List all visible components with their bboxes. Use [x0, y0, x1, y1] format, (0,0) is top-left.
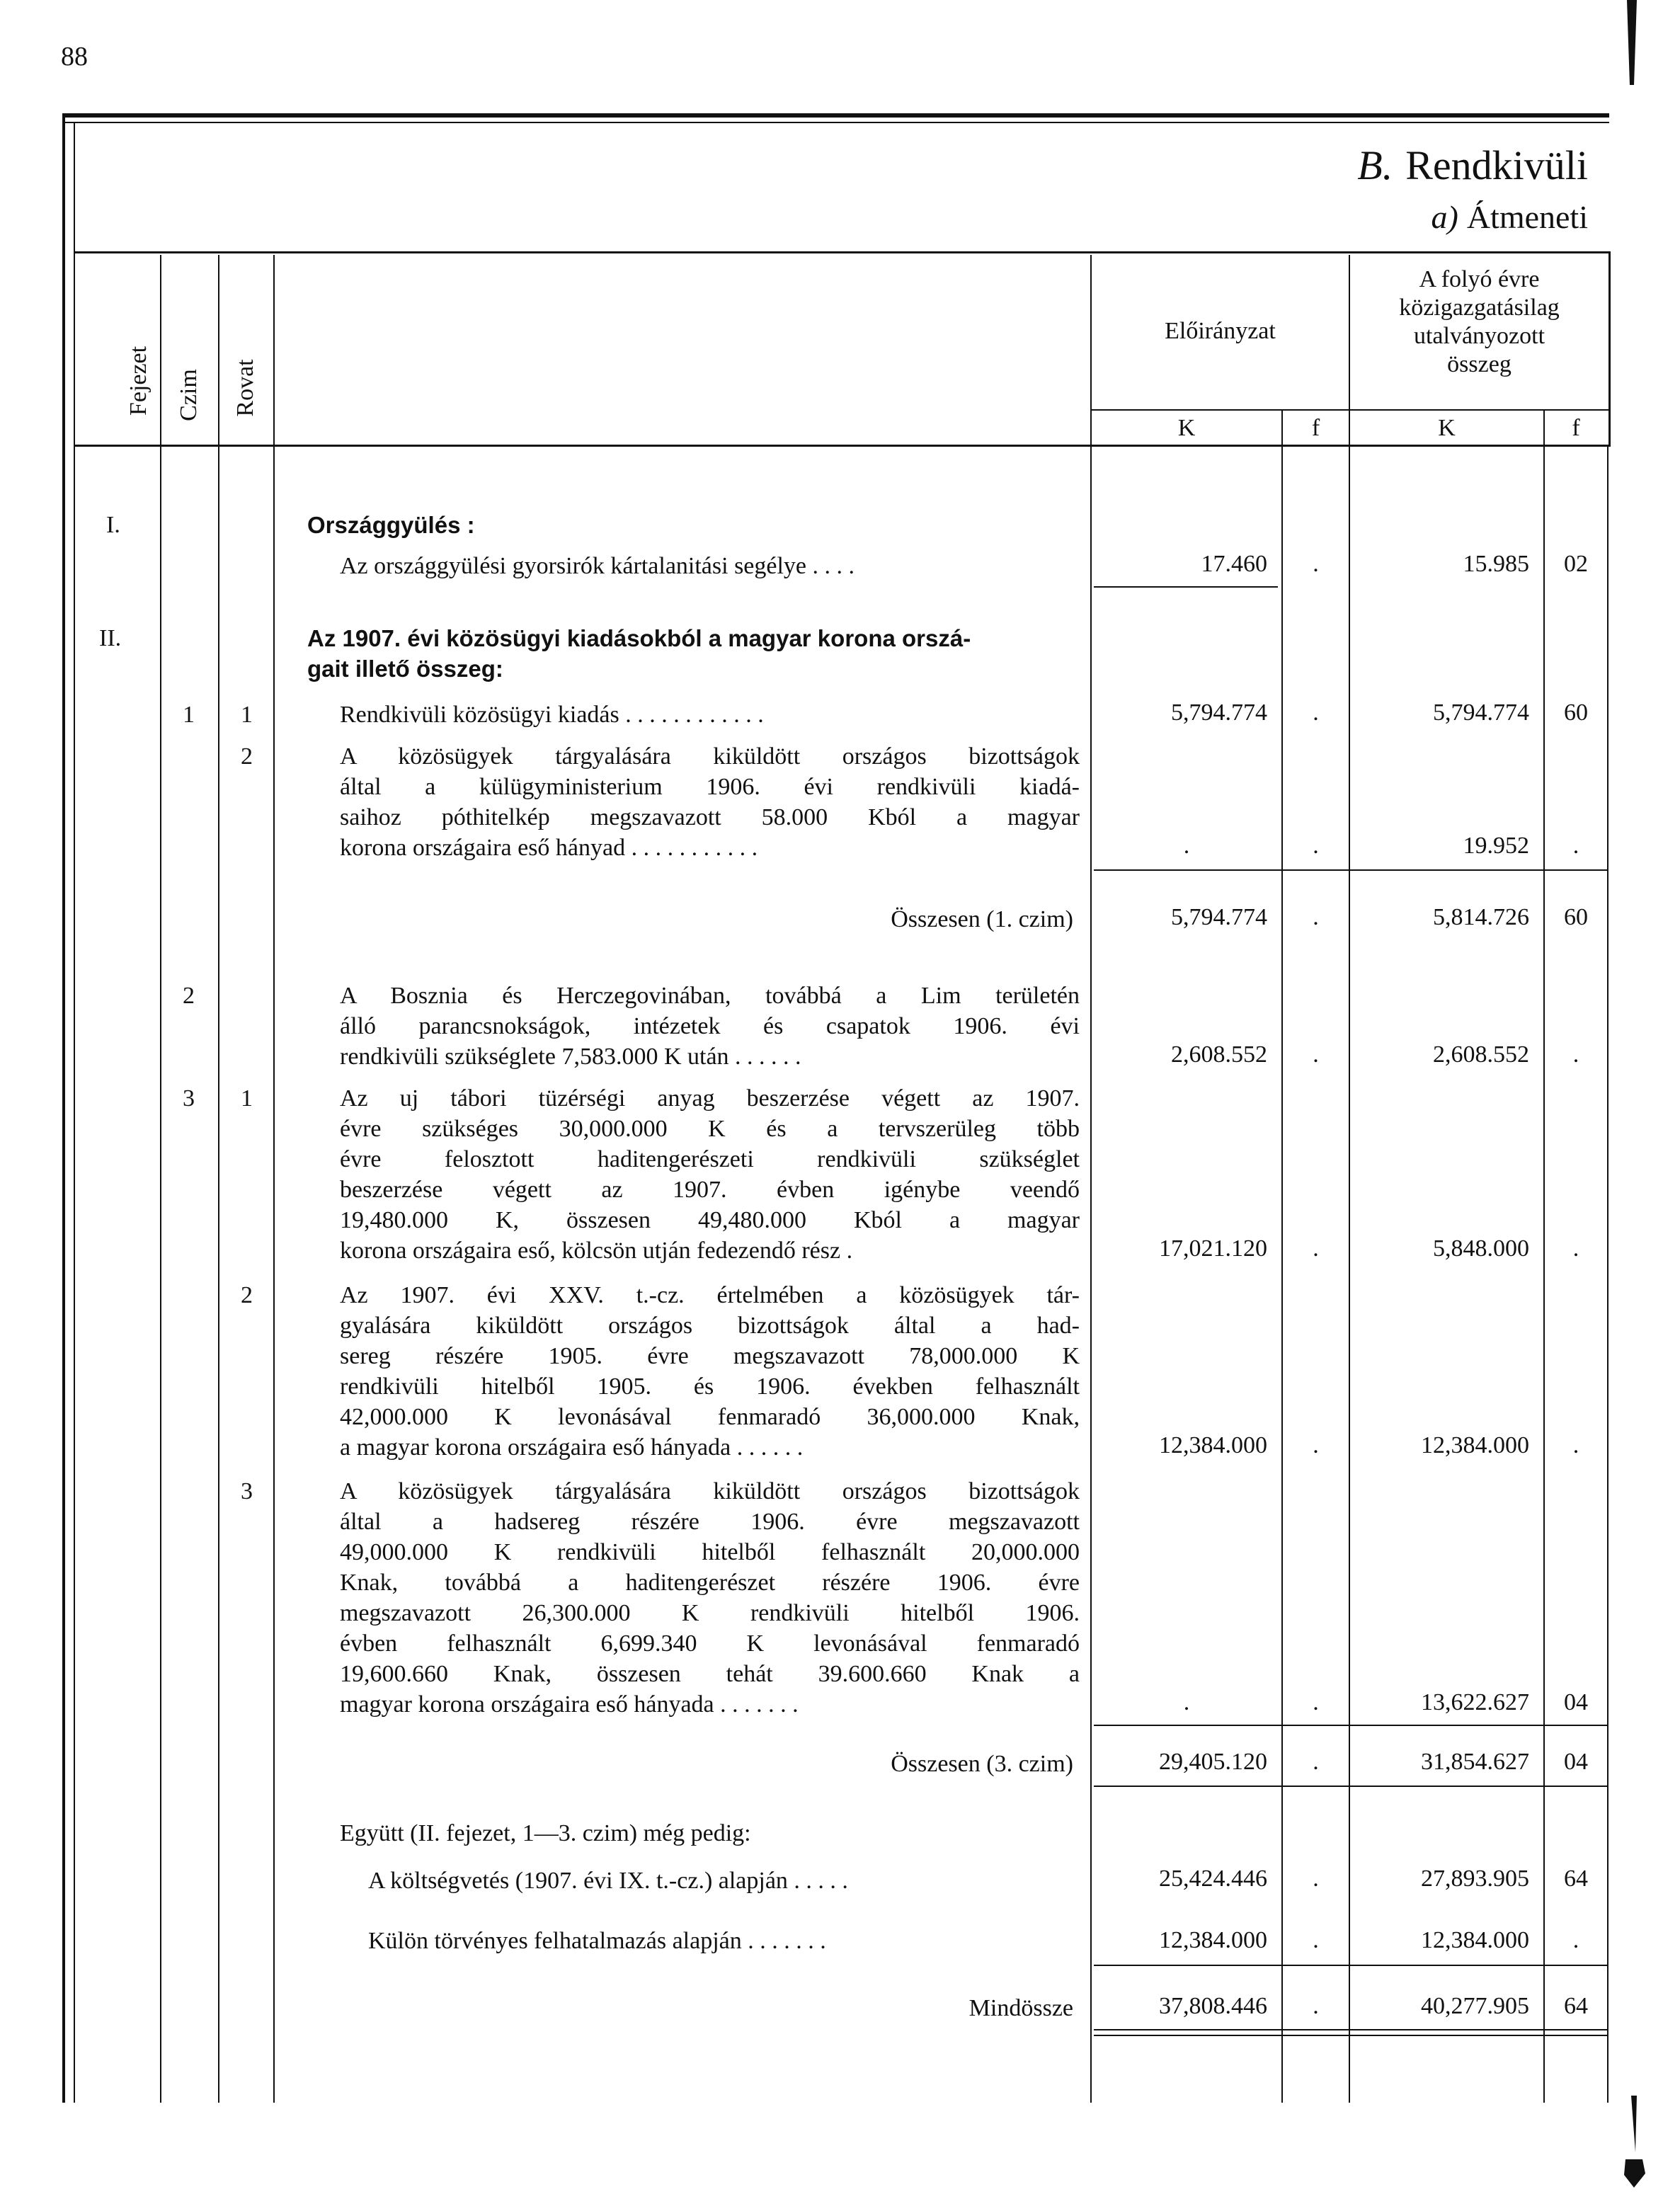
row-9-line-6: 19,600.660 Knak, összesen tehát 39.600.660 Knak a — [340, 1661, 1080, 1687]
row-4-sum-rule — [1094, 869, 1607, 871]
row-4-ek: . — [1183, 833, 1190, 859]
row-13-text: Külön törvényes felhatalmazás alapján . . . . . . . — [368, 1928, 826, 1954]
row-4-line-1: által a külügyministerium 1906. évi rendkivüli kiadá- — [340, 774, 1080, 800]
corner-mark-bottom — [1621, 2096, 1650, 2195]
row-0-fejezet: I. — [106, 512, 120, 538]
row-7-desc — [340, 1083, 1080, 1266]
row-3-desc — [340, 699, 1080, 730]
col-rule-czim — [218, 255, 219, 2103]
header-folyo-line1: A folyó évre — [1419, 266, 1540, 292]
header-ff: f — [1572, 415, 1580, 441]
row-3-ff: 60 — [1564, 699, 1588, 726]
row-3-line-0: Rendkivüli közösügyi kiadás . . . . . . . . . . . . — [340, 702, 764, 728]
row-5-ef: . — [1313, 904, 1319, 930]
row-1-ef: . — [1313, 551, 1319, 577]
row-4-ef: . — [1313, 833, 1319, 859]
row-2-heading-1: gait illető összeg: — [307, 656, 503, 682]
row-8-line-4: 42,000.000 K levonásával fenmaradó 36,000.000 Knak, — [340, 1404, 1080, 1430]
row-9-desc — [340, 1476, 1080, 1720]
header-folyo-line3: utalványozott — [1413, 323, 1545, 349]
subsection-title-text: Átmeneti — [1466, 199, 1588, 235]
top-rule-thin — [62, 122, 1609, 123]
row-6-czim: 2 — [183, 983, 195, 1009]
row-10-ef: . — [1313, 1749, 1319, 1775]
row-6-line-0: A Bosznia és Herczegovinában, továbbá a Lim területén — [340, 983, 1080, 1009]
row-12-ef: . — [1313, 1866, 1319, 1892]
row-8-fk: 12,384.000 — [1421, 1432, 1529, 1458]
row-8-ek: 12,384.000 — [1159, 1432, 1267, 1458]
top-rule — [62, 113, 1609, 118]
header-folyo-line4: összeg — [1447, 351, 1512, 377]
row-10-ff: 04 — [1564, 1749, 1588, 1775]
col-rule-ef — [1349, 255, 1350, 2103]
left-frame — [62, 113, 65, 2103]
row-1-ek: 17.460 — [1201, 551, 1267, 577]
header-ef: f — [1311, 415, 1320, 441]
row-7-line-3: beszerzése végett az 1907. évben igénybe veendő — [340, 1177, 1080, 1203]
header-czim: Czim — [176, 369, 202, 421]
header-rovat: Rovat — [232, 359, 258, 417]
row-1-ek-rule — [1094, 586, 1278, 588]
row-13-rule — [1094, 1965, 1607, 1966]
row-12-ek: 25,424.446 — [1159, 1866, 1267, 1892]
row-14-ef: . — [1313, 1993, 1319, 2019]
row-9-ef: . — [1313, 1689, 1319, 1715]
row-4-line-0: A közösügyek tárgyalására kiküldött országos bizottságok — [340, 743, 1080, 770]
row-4-ff: . — [1572, 833, 1579, 859]
header-folyo-line2: közigazgatásilag — [1399, 295, 1560, 321]
row-9-line-3: Knak, továbbá a haditengerészet részére 1906. évre — [340, 1570, 1080, 1596]
row-4-fk: 19.952 — [1463, 833, 1529, 859]
row-10-rule — [1094, 1786, 1607, 1787]
row-6-line-2: rendkivüli szükséglete 7,583.000 K után . . . . . . — [340, 1044, 801, 1070]
row-9-line-4: megszavazott 26,300.000 K rendkivüli hitelből 1906. — [340, 1600, 1080, 1626]
row-7-rovat: 1 — [241, 1085, 253, 1112]
row-14-rule — [1094, 2029, 1607, 2030]
row-7-line-1: évre szükséges 30,000.000 K és a tervszerüleg több — [340, 1116, 1080, 1142]
row-9-line-0: A közösügyek tárgyalására kiküldött országos bizottságok — [340, 1478, 1080, 1504]
corner-mark-top — [1621, 0, 1642, 92]
row-2-fejezet: II. — [99, 625, 122, 651]
row-9-ff: 04 — [1564, 1689, 1588, 1715]
left-frame-inner — [74, 122, 75, 2103]
row-14-ff: 64 — [1564, 1993, 1588, 2019]
row-9-line-5: évben felhasznált 6,699.340 K levonásával fenmaradó — [340, 1630, 1080, 1657]
row-14-rule-double — [1094, 2035, 1607, 2036]
row-14-ek: 37,808.446 — [1159, 1993, 1267, 2019]
row-11-text: Együtt (II. fejezet, 1—3. czim) még pedig: — [340, 1820, 751, 1846]
row-4-line-2: saihoz póthitelkép megszavazott 58.000 Kból a magyar — [340, 804, 1080, 830]
row-1-desc — [340, 551, 1080, 581]
row-2-heading-0: Az 1907. évi közösügyi kiadásokból a magyar korona orszá- — [307, 625, 971, 651]
row-10-total-label: Összesen (3. czim) — [891, 1751, 1073, 1777]
row-9-sum-rule — [1094, 1725, 1607, 1726]
row-8-desc — [340, 1280, 1080, 1463]
row-3-czim: 1 — [183, 702, 195, 728]
header-ek: K — [1177, 415, 1196, 441]
subsection-letter: a) — [1431, 199, 1458, 235]
kf-rule — [1090, 409, 1610, 411]
section-title-text: Rendkivüli — [1405, 142, 1588, 188]
row-8-ff: . — [1572, 1432, 1579, 1458]
row-4-desc — [340, 741, 1080, 863]
row-5-ff: 60 — [1564, 904, 1588, 930]
col-rule-desc — [1090, 255, 1092, 2103]
row-8-line-1: gyalására kiküldött országos bizottságok által a had- — [340, 1313, 1080, 1339]
row-3-ek: 5,794.774 — [1171, 699, 1267, 726]
row-6-ff: . — [1572, 1041, 1579, 1068]
header-bottom-rule — [74, 445, 1610, 447]
header-eloiranyzat: Előirányzat — [1165, 318, 1276, 344]
row-5-total-label: Összesen (1. czim) — [891, 906, 1073, 932]
row-4-rovat: 2 — [241, 743, 253, 770]
row-6-fk: 2,608.552 — [1433, 1041, 1529, 1068]
right-frame — [1608, 251, 1611, 447]
col-rule-rovat — [273, 255, 275, 2103]
row-7-ek: 17,021.120 — [1159, 1235, 1267, 1262]
row-7-czim: 3 — [183, 1085, 195, 1112]
row-8-line-2: sereg részére 1905. évre megszavazott 78,000.000 K — [340, 1343, 1080, 1369]
row-7-line-0: Az uj tábori tüzérségi anyag beszerzése végett az 1907. — [340, 1085, 1080, 1112]
section-title — [1357, 142, 1588, 189]
row-3-fk: 5,794.774 — [1433, 699, 1529, 726]
section-subtitle — [1431, 198, 1588, 236]
row-8-line-0: Az 1907. évi XXV. t.-cz. értelmében a közösügyek tár- — [340, 1282, 1080, 1308]
row-0-heading: Országgyülés : — [307, 512, 475, 538]
header-top-rule — [74, 251, 1610, 253]
row-7-line-4: 19,480.000 K, összesen 49,480.000 Kból a magyar — [340, 1207, 1080, 1233]
row-8-line-5: a magyar korona országaira eső hányada . . . . . . — [340, 1434, 804, 1461]
section-letter: B. — [1357, 142, 1393, 188]
row-9-line-7: magyar korona országaira eső hányada . . . . . . . — [340, 1691, 799, 1718]
row-4-line-3: korona országaira eső hányad . . . . . . . . . . . — [340, 835, 758, 861]
row-8-rovat: 2 — [241, 1282, 253, 1308]
header-folyo — [1350, 265, 1608, 379]
row-3-ef: . — [1313, 699, 1319, 726]
row-1-ff: 02 — [1564, 551, 1588, 577]
row-12-ff: 64 — [1564, 1866, 1588, 1892]
row-9-line-2: 49,000.000 K rendkivüli hitelből felhasznált 20,000.000 — [340, 1539, 1080, 1565]
header-fk: K — [1438, 415, 1456, 441]
row-6-ef: . — [1313, 1041, 1319, 1068]
row-13-fk: 12,384.000 — [1421, 1927, 1529, 1953]
row-6-ek: 2,608.552 — [1171, 1041, 1267, 1068]
row-5-fk: 5,814.726 — [1433, 904, 1529, 930]
header-fejezet: Fejezet — [125, 345, 152, 416]
row-1-line-0: Az országgyülési gyorsirók kártalanitási segélye . . . . — [340, 553, 855, 579]
row-3-rovat: 1 — [241, 702, 253, 728]
row-8-line-3: rendkivüli hitelből 1905. és 1906. években felhasznált — [340, 1373, 1080, 1400]
col-rule-fejezet — [160, 255, 161, 2103]
row-6-line-1: álló parancsnokságok, intézetek és csapatok 1906. évi — [340, 1013, 1080, 1039]
row-7-ff: . — [1572, 1235, 1579, 1262]
row-10-fk: 31,854.627 — [1421, 1749, 1529, 1775]
row-7-fk: 5,848.000 — [1433, 1235, 1529, 1262]
row-10-ek: 29,405.120 — [1159, 1749, 1267, 1775]
col-rule-ff — [1607, 447, 1608, 2103]
row-13-ff: . — [1572, 1927, 1579, 1953]
page-number: 88 — [61, 42, 88, 72]
row-13-ek: 12,384.000 — [1159, 1927, 1267, 1953]
row-1-fk: 15.985 — [1463, 551, 1529, 577]
row-14-fk: 40,277.905 — [1421, 1993, 1529, 2019]
row-14-total-label: Mindössze — [968, 1995, 1073, 2021]
row-9-line-1: által a hadsereg részére 1906. évre megszavazott — [340, 1509, 1080, 1535]
row-12-fk: 27,893.905 — [1421, 1866, 1529, 1892]
row-7-line-2: évre felosztott haditengerészeti rendkivüli szükséglet — [340, 1146, 1080, 1172]
row-13-ef: . — [1313, 1927, 1319, 1953]
row-5-ek: 5,794.774 — [1171, 904, 1267, 930]
row-9-rovat: 3 — [241, 1478, 253, 1504]
row-9-ek: . — [1183, 1689, 1190, 1715]
row-8-ef: . — [1313, 1432, 1319, 1458]
row-7-ef: . — [1313, 1235, 1319, 1262]
row-12-text: A költségvetés (1907. évi IX. t.-cz.) alapján . . . . . — [368, 1868, 848, 1894]
row-7-line-5: korona országaira eső, kölcsön utján fedezendő rész . — [340, 1238, 853, 1264]
row-6-desc — [340, 981, 1080, 1072]
row-9-fk: 13,622.627 — [1421, 1689, 1529, 1715]
